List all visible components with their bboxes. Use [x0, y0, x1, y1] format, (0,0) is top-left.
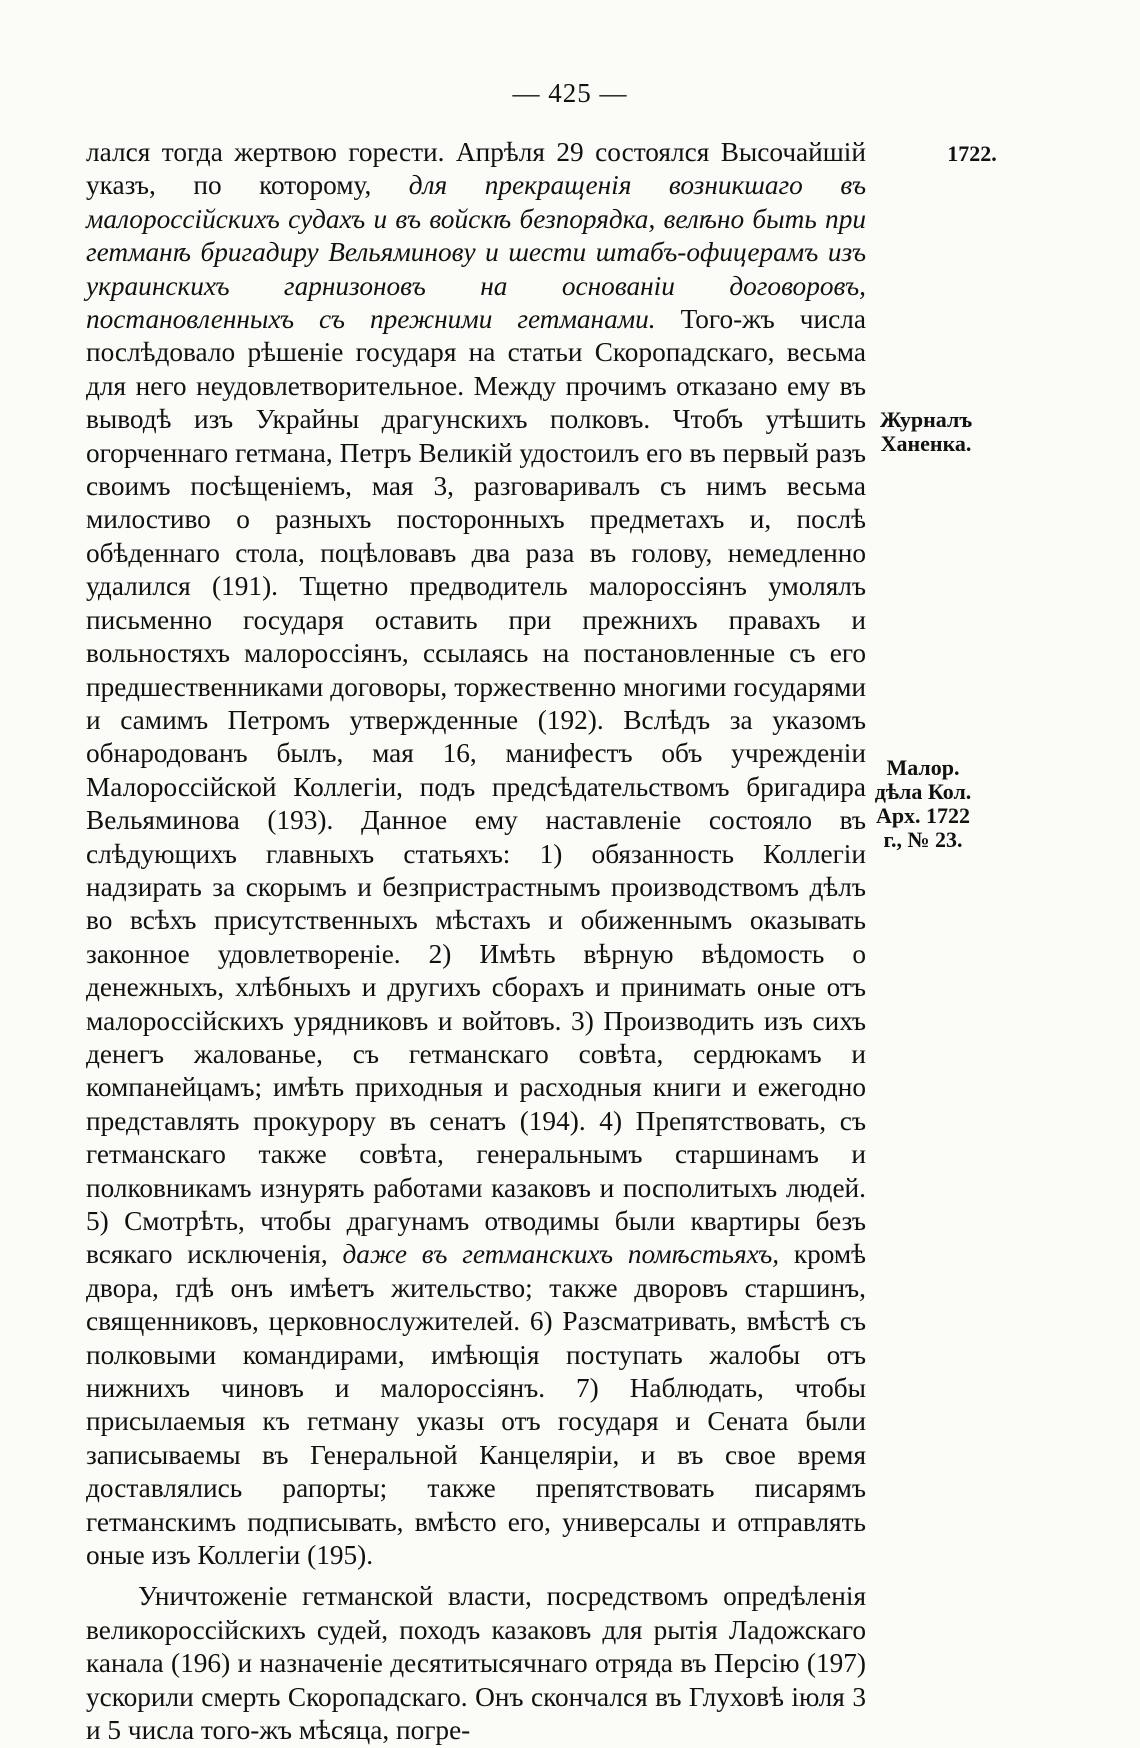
page-number: — 425 — [512, 78, 628, 108]
margin-note-archive-reference: Малор. дѣла Кол. Арх. 1722 г., № 23. [874, 755, 972, 852]
paragraph-2: Уничтоженіе гетманской власти, посредствомъ опредѣленія великороссійскихъ судей, походъ казаковъ для рытія Ладожскаго канала (196) и назначеніе десятитысячнаго отряда въ Персію (197) ускорили смерть Скоропадскаго. Онъ скончался въ Глуховѣ іюля 3 и 5 числа того-жъ мѣсяца, погре- [86, 1581, 866, 1746]
paragraph-1-text-a: лался тогда жертвою горести. Апрѣля 29 состоялся Высочайшій указъ, по которому, [86, 137, 866, 201]
paragraph-1-text-c: кромѣ двора, гдѣ онъ имѣетъ жительство; также дворовъ старшинъ, священниковъ, церковнослужителей. 6) Разсматривать, вмѣстѣ съ полковыми командирами, имѣющія поступать жалобы отъ нижнихъ чиновъ и малороссіянъ. 7) Наблюдать, чтобы присылаемыя къ гетману указы отъ государя и Сената были записываемы въ Генеральной Канцеляріи, и въ свое время доставлялись рапорты; также препятствовать писарямъ гетманскимъ подписывать, вмѣсто его, универсалы и отправлять оные изъ Коллегіи (195). [86, 1239, 867, 1571]
body-text [86, 136, 866, 1748]
margin-note-journal-khanenko: Журналъ Ханенка. [879, 407, 973, 456]
margin-note-year: 1722. [947, 141, 997, 166]
paragraph-1-italic-decree: для прекращенія возникшаго въ малороссійскихъ судахъ и въ войскѣ безпорядка, велѣно быть при гетманѣ бригадиру Вельяминову и шести штабъ-офицерамъ изъ украинскихъ гарнизоновъ на основаніи договоровъ, постановленныхъ съ прежними гетманами. [86, 170, 866, 335]
paragraph-1 [86, 136, 866, 1572]
paragraph-1-italic-estates: даже въ гетманскихъ помѣстьяхъ, [342, 1239, 780, 1270]
paragraph-1-text-b: Того-жъ числа послѣдовало рѣшеніе государя на статьи Скоропадскаго, весьма для него неудовлетворительное. Между прочимъ отказано ему въ выводѣ изъ Украйны драгунскихъ полковъ. Чтобъ утѣшить огорченнаго гетмана, Петръ Великій удостоилъ его въ первый разъ своимъ посѣщеніемъ, мая 3, разговаривалъ съ нимъ весьма милостиво о разныхъ посторонныхъ предметахъ и, послѣ обѣденнаго стола, поцѣловавъ два раза въ голову, немедленно удалился (191). Тщетно предводитель малороссіянъ умолялъ письменно государя оставить при прежнихъ правахъ и вольностяхъ малороссіянъ, ссылаясь на постановленные съ его предшественниками договоры, торжественно многими государями и самимъ Петромъ утвержденные (192). Вслѣдъ за указомъ обнародованъ былъ, мая 16, манифестъ объ учрежденіи Малороссійской Коллегіи, подъ предсѣдательствомъ бригадира Вельяминова (193). Данное ему наставленіе состояло въ слѣдующихъ главныхъ статьяхъ: 1) обязанность Коллегіи надзирать за скорымъ и безпристрастнымъ производствомъ дѣлъ во всѣхъ присутственныхъ мѣстахъ и обиженнымъ оказывать законное удовлетвореніе. 2) Имѣть вѣрную вѣдомость о денежныхъ, хлѣбныхъ и другихъ сборахъ и принимать оные отъ малороссійскихъ урядниковъ и войтовъ. 3) Производить изъ сихъ денегъ жалованье, съ гетманскаго совѣта, сердюкамъ и компанейцамъ; имѣть приходныя и расходныя книги и ежегодно представлять прокурору въ сенатъ (194). 4) Препятствовать, съ гетманскаго также совѣта, генеральнымъ старшинамъ и полковникамъ изнурять работами казаковъ и посполитыхъ людей. 5) Смотрѣть, чтобы драгунамъ отводимы были квартиры безъ всякаго исключенія, [86, 304, 866, 1270]
